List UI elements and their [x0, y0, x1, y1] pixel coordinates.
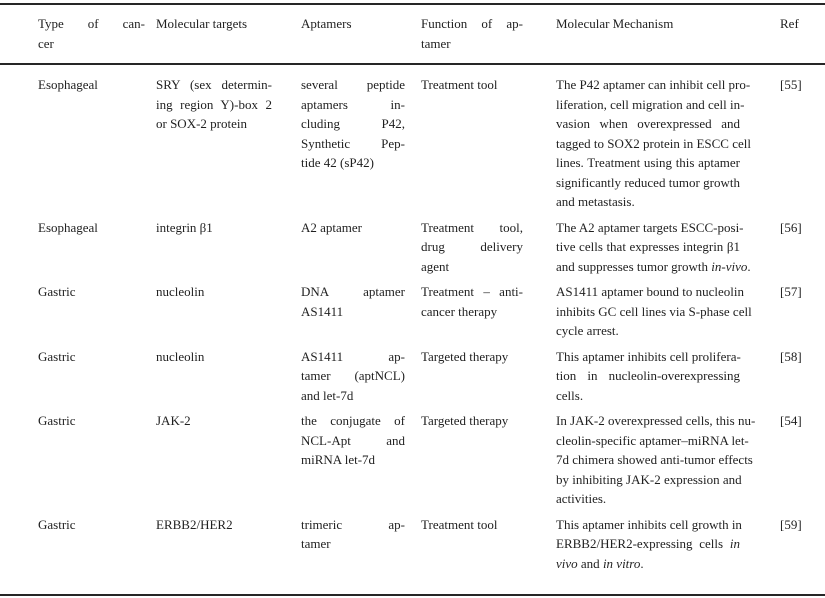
cell-targets: ERBB2/HER2 [156, 516, 233, 532]
cell-aptamers: trimeric ap- tamer [301, 516, 405, 551]
cell-ref: [55] [780, 77, 802, 92]
cell-ref: [56] [780, 219, 802, 235]
table-body [0, 64, 825, 595]
column-header-aptamers: Aptamers [300, 4, 420, 64]
cell-ref: [59] [780, 516, 802, 532]
table-row [0, 410, 825, 514]
cell-mechanism: This aptamer inhibits cell growth in ERBB2/HER2-expressing cells in vivo and in vitro. [556, 516, 742, 571]
cell-function: Targeted therapy [421, 413, 509, 428]
table-header-row [0, 4, 825, 64]
cell-targets: nucleolin [156, 284, 205, 299]
column-header-ref: Ref [745, 4, 825, 64]
cell-function: Treatment tool [421, 516, 498, 532]
table-row [0, 64, 825, 217]
table-row [0, 346, 825, 411]
cell-mechanism: The A2 aptamer targets ESCC-posi- tive cells that expresses integrin β1 and suppresses tumor growth in-vivo. [556, 219, 751, 274]
cell-aptamers: the conjugate of NCL-Apt and miRNA let-7d [301, 413, 405, 467]
cell-ref: [57] [780, 284, 802, 299]
cell-targets: integrin β1 [156, 219, 213, 235]
cell-mechanism: AS1411 aptamer bound to nucleolin inhibits GC cell lines via S-phase cell cycle arrest. [556, 284, 752, 338]
cell-mechanism: The P42 aptamer can inhibit cell pro- liferation, cell migration and cell in- vasion when overexpressed and tagged to SOX2 protein in ESCC cell lines. Treatment using this aptamer significantly reduced tumor growth and metastasis. [556, 77, 751, 209]
cell-ref: [54] [780, 413, 802, 428]
cell-function: Targeted therapy [421, 348, 509, 364]
column-header-cancer: Type of can- cer [0, 4, 155, 64]
cell-aptamers: A2 aptamer [301, 219, 363, 235]
cell-aptamers: DNA aptamer AS1411 [301, 284, 405, 319]
cell-cancer: Gastric [38, 413, 76, 428]
cell-function: Treatment – anti- cancer therapy [421, 284, 523, 319]
table-row [0, 217, 825, 282]
cell-targets: nucleolin [156, 348, 205, 364]
cell-cancer: Esophageal [38, 219, 98, 235]
aptamers-table [0, 3, 825, 596]
cell-cancer: Gastric [38, 516, 76, 532]
table-row [0, 514, 825, 596]
cell-mechanism: In JAK-2 overexpressed cells, this nu- cleolin-specific aptamer–miRNA let- 7d chimera showed anti-tumor effects by inhibiting JAK-2 expression and activities. [556, 413, 756, 506]
cell-cancer: Gastric [38, 284, 76, 299]
cell-aptamers: AS1411 ap- tamer (aptNCL) and let-7d [301, 348, 405, 403]
cell-targets: SRY (sex determin- ing region Y)-box 2 or SOX-2 protein [156, 77, 272, 131]
cell-cancer: Esophageal [38, 77, 98, 92]
cell-aptamers: several peptide aptamers in- cluding P42, Synthetic Pep- tide 42 (sP42) [301, 77, 405, 170]
column-header-function: Function of ap- tamer [420, 4, 555, 64]
table-header [0, 4, 825, 64]
table-row [0, 281, 825, 346]
cell-function: Treatment tool [421, 77, 498, 92]
cell-cancer: Gastric [38, 348, 76, 364]
column-header-mechanism: Molecular Mechanism [555, 4, 745, 64]
cell-mechanism: This aptamer inhibits cell prolifera- tion in nucleolin-overexpressing cells. [556, 348, 741, 403]
cell-ref: [58] [780, 348, 802, 364]
column-header-targets: Molecular targets [155, 4, 300, 64]
cell-targets: JAK-2 [156, 413, 191, 428]
cell-function: Treatment tool, drug delivery agent [421, 219, 523, 274]
